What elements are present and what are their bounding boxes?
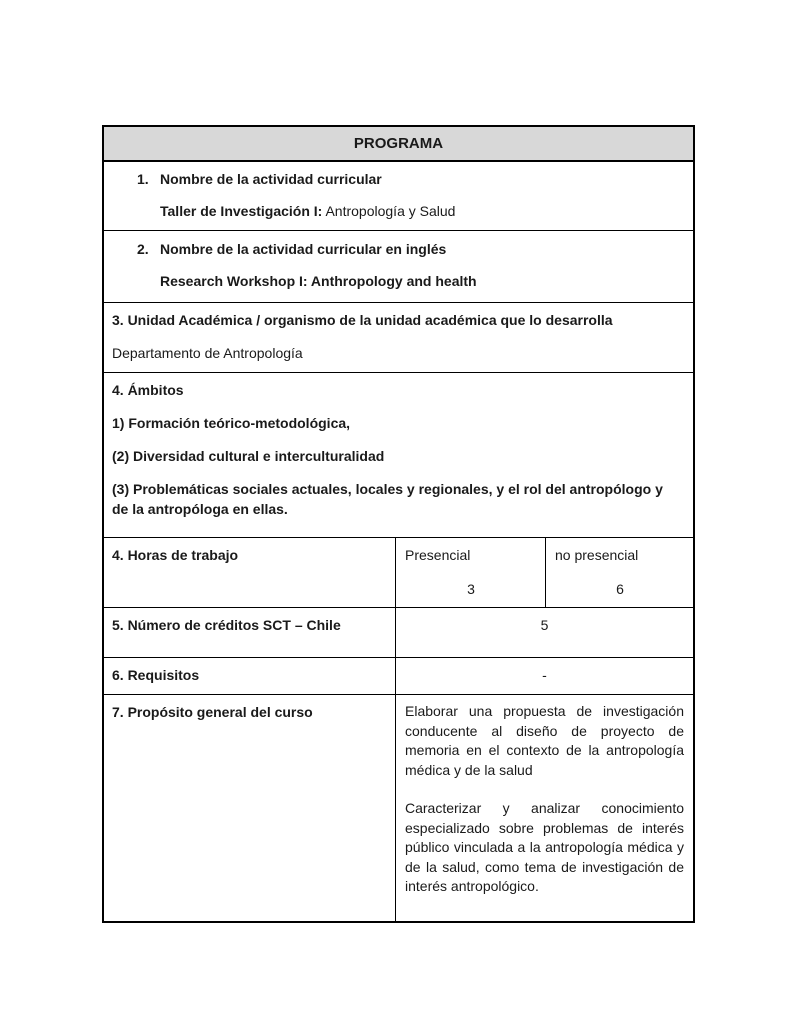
presencial-header: Presencial xyxy=(405,547,471,563)
row-ambitos xyxy=(104,373,693,538)
row2-value-line: Research Workshop I: Anthropology and health xyxy=(160,273,477,289)
row-nombre-actividad xyxy=(104,162,693,231)
row4-label: 4. Ámbitos xyxy=(112,382,184,398)
row8-value-cell xyxy=(396,695,693,921)
row1-value-regular: Antropología y Salud xyxy=(322,203,456,219)
row4-item-1: 1) Formación teórico-metodológica, xyxy=(112,415,351,431)
table-header-row xyxy=(104,127,693,162)
row2-label: Nombre de la actividad curricular en inglés xyxy=(160,241,447,257)
row2-number: 2. xyxy=(137,241,149,257)
row5-label: 4. Horas de trabajo xyxy=(104,538,396,607)
row-requisitos xyxy=(104,658,693,695)
row3-label: 3. Unidad Académica / organismo de la unidad académica que lo desarrolla xyxy=(112,312,613,328)
row-nombre-ingles xyxy=(104,231,693,303)
row2-label-line xyxy=(137,239,683,259)
presencial-value: 3 xyxy=(467,581,475,597)
program-table xyxy=(102,125,695,923)
cell-no-presencial xyxy=(546,538,693,607)
proposito-paragraph-2: Caracterizar y analizar conocimiento especializado sobre problemas de interés público vinculada a la antropología médica y de la salud, como tema de investigación de interés antropológico. xyxy=(405,800,684,894)
cell-presencial xyxy=(396,538,546,607)
row1-value-line xyxy=(160,201,683,221)
row6-value: 5 xyxy=(540,617,549,633)
row1-label: Nombre de la actividad curricular xyxy=(160,171,382,187)
row-unidad-academica xyxy=(104,303,693,373)
row7-value: - xyxy=(542,667,547,683)
row7-label: 6. Requisitos xyxy=(104,658,396,694)
no-presencial-header: no presencial xyxy=(555,547,639,563)
table-title: PROGRAMA xyxy=(353,134,444,152)
proposito-paragraph-1: Elaborar una propuesta de investigación conducente al diseño de proyecto de memoria en el contexto de la antropología médica y de la salud xyxy=(405,703,684,778)
row4-item-2: (2) Diversidad cultural e interculturalidad xyxy=(112,448,385,464)
row4-item-3: (3) Problemáticas sociales actuales, locales y regionales, y el rol del antropólogo y de la antropóloga en ellas. xyxy=(112,481,663,517)
row-creditos xyxy=(104,608,693,658)
row1-number: 1. xyxy=(137,171,149,187)
row1-label-line xyxy=(137,169,683,189)
row-proposito xyxy=(104,695,693,921)
no-presencial-value: 6 xyxy=(616,581,624,597)
row1-value-bold: Taller de Investigación I: xyxy=(160,203,323,219)
row3-value: Departamento de Antropología xyxy=(112,345,303,361)
row8-label: 7. Propósito general del curso xyxy=(104,695,396,921)
row6-label: 5. Número de créditos SCT – Chile xyxy=(104,608,396,657)
row-horas-trabajo xyxy=(104,538,693,608)
